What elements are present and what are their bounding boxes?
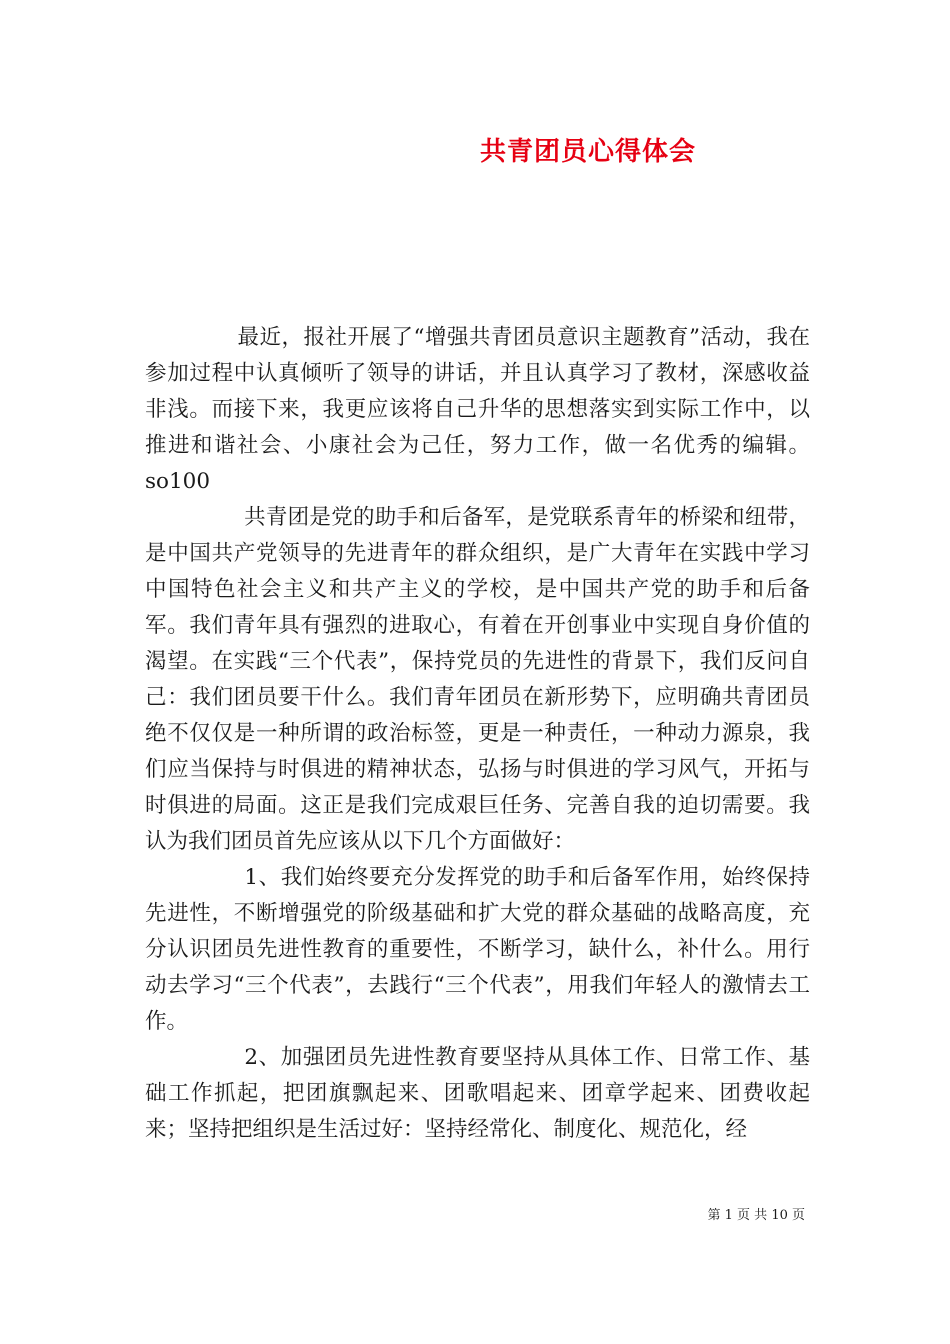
document-body <box>145 320 810 1148</box>
document-title: 共青团员心得体会 <box>479 137 696 167</box>
paragraph-text: 共青团是党的助手和后备军，是党联系青年的桥梁和纽带，是中国共产党领导的先进青年的群众组织，是广大青年在实践中学习中国特色社会主义和共产主义的学校，是中国共产党的助手和后备军。我们青年具有强烈的进取心，有着在开创事业中实现自身价值的渴望。在实践“三个代表”，保持党员的先进性的背景下，我们反问自己：我们团员要干什么。我们青年团员在新形势下，应明确共青团员绝不仅仅是一种所谓的政治标签，更是一种责任，一种动力源泉，我们应当保持与时俱进的精神状态，弘扬与时俱进的学习风气，开拓与时俱进的局面。这正是我们完成艰巨任务、完善自我的迫切需要。我认为我们团员首先应该从以下几个方面做好： <box>145 505 810 854</box>
paragraph-text: 2、加强团员先进性教育要坚持从具体工作、日常工作、基础工作抓起，把团旗飘起来、团歌唱起来、团章学起来、团费收起来；坚持把组织是生活过好：坚持经常化、制度化、规范化，经 <box>145 1045 810 1142</box>
page-number-footer: 第 1 页 共 10 页 <box>707 1208 805 1223</box>
paragraph-1 <box>145 320 810 500</box>
paragraph-text: 1、我们始终要充分发挥党的助手和后备军作用，始终保持先进性，不断增强党的阶级基础和扩大党的群众基础的战略高度，充分认识团员先进性教育的重要性，不断学习，缺什么，补什么。用行动去学习“三个代表”，去践行“三个代表”，用我们年轻人的激情去工作。 <box>145 865 810 1034</box>
paragraph-4 <box>145 1040 810 1148</box>
paragraph-2 <box>145 500 810 860</box>
paragraph-3 <box>145 860 810 1040</box>
paragraph-text: 最近，报社开展了“增强共青团员意识主题教育”活动，我在参加过程中认真倾听了领导的讲话，并且认真学习了教材，深感收益非浅。而接下来，我更应该将自己升华的思想落实到实际工作中，以推进和谐社会、小康社会为己任，努力工作，做一名优秀的编辑。so100 <box>145 325 810 494</box>
